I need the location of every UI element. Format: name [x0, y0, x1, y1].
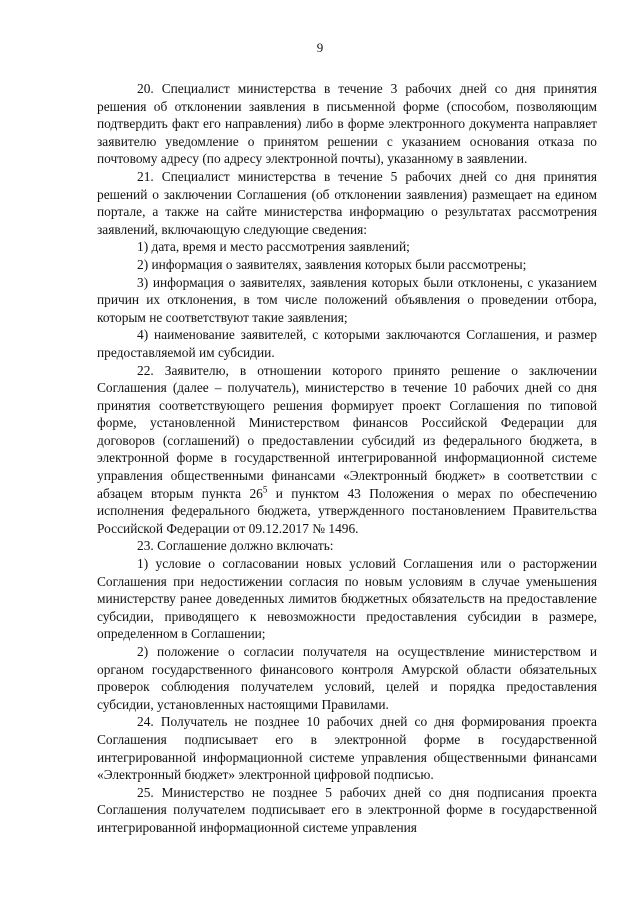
list-item-23-1: 1) условие о согласовании новых условий Соглашения или о расторжении Соглашения при недостижении согласия по новым условиям в случае уменьшения министерству ранее доведенных лимитов бюджетных обязательств на предоставление субсидии, приводящего к невозможности предоставления субсидии в размере, определенном в Соглашении;: [97, 556, 597, 642]
paragraph-25: 25. Министерство не позднее 5 рабочих дней со дня подписания проекта Соглашения получателем подписывает его в электронной форме в государственной интегрированной информационной системе управления: [97, 784, 597, 835]
list-item-23-2: 2) положение о согласии получателя на осуществление министерством и органом государственного финансового контроля Амурской области обязательных проверок соблюдения получателем условий, целей и порядка предоставления субсидии, установленных настоящими Правилами.: [97, 644, 597, 712]
paragraph-22-text: 22. Заявителю, в отношении которого принято решение о заключении Соглашения (далее – получатель), министерство в течение 10 рабочих дней со дня принятия соответствующего решения формирует проект Соглашения по типовой форме, установленной Министерством финансов Российской Федерации для договоров (соглашений) о предоставлении субсидий из федерального бюджета, в электронной форме в государственной интегрированной информационной системе управления общественными финансами «Электронный бюджет» в соответствии с абзацем вторым пункта 26: [97, 362, 597, 501]
document-body: [97, 80, 597, 837]
list-item-21-4: 4) наименование заявителей, с которыми заключаются Соглашения, и размер предоставляемой им субсидии.: [97, 327, 597, 360]
list-item-21-1: 1) дата, время и место рассмотрения заявлений;: [137, 239, 410, 255]
paragraph-24: 24. Получатель не позднее 10 рабочих дней со дня формирования проекта Соглашения подписывает его в электронной форме в государственной интегрированной информационной системе управления общественными финансами «Электронный бюджет» электронной цифровой подписью.: [97, 714, 597, 783]
list-item-21-3: 3) информация о заявителях, заявления которых были отклонены, с указанием причин их отклонения, в том числе положений объявления о проведении отбора, которым не соответствуют такие заявления;: [97, 274, 597, 325]
page-number: 9: [316, 40, 324, 55]
paragraph-20: 20. Специалист министерства в течение 3 рабочих дней со дня принятия решения об отклонении заявления в письменной форме (способом, позволяющим подтвердить факт его направления) либо в форме электронного документа направляет заявителю уведомление о принятом решении с указанием основания отказа по почтовому адресу (по адресу электронной почты), указанному в заявлении.: [97, 81, 597, 167]
footnote-superscript: 5: [262, 484, 268, 495]
paragraph-23: 23. Соглашение должно включать:: [137, 538, 334, 554]
list-item-21-2: 2) информация о заявителях, заявления которых были рассмотрены;: [137, 256, 527, 272]
paragraph-22-continuation: и пунктом 43 Положения о мерах по обеспечению исполнения федерального бюджета, утвержденного постановлением Правительства Российской Федерации от 09.12.2017 № 1496.: [97, 485, 597, 536]
paragraph-22: [97, 362, 597, 538]
paragraph-21: 21. Специалист министерства в течение 5 рабочих дней со дня принятия решений о заключении Соглашения (об отклонении заявления) размещает на едином портале, а также на сайте министерства информацию о результатах рассмотрения заявлений, включающую следующие сведения:: [97, 168, 597, 237]
